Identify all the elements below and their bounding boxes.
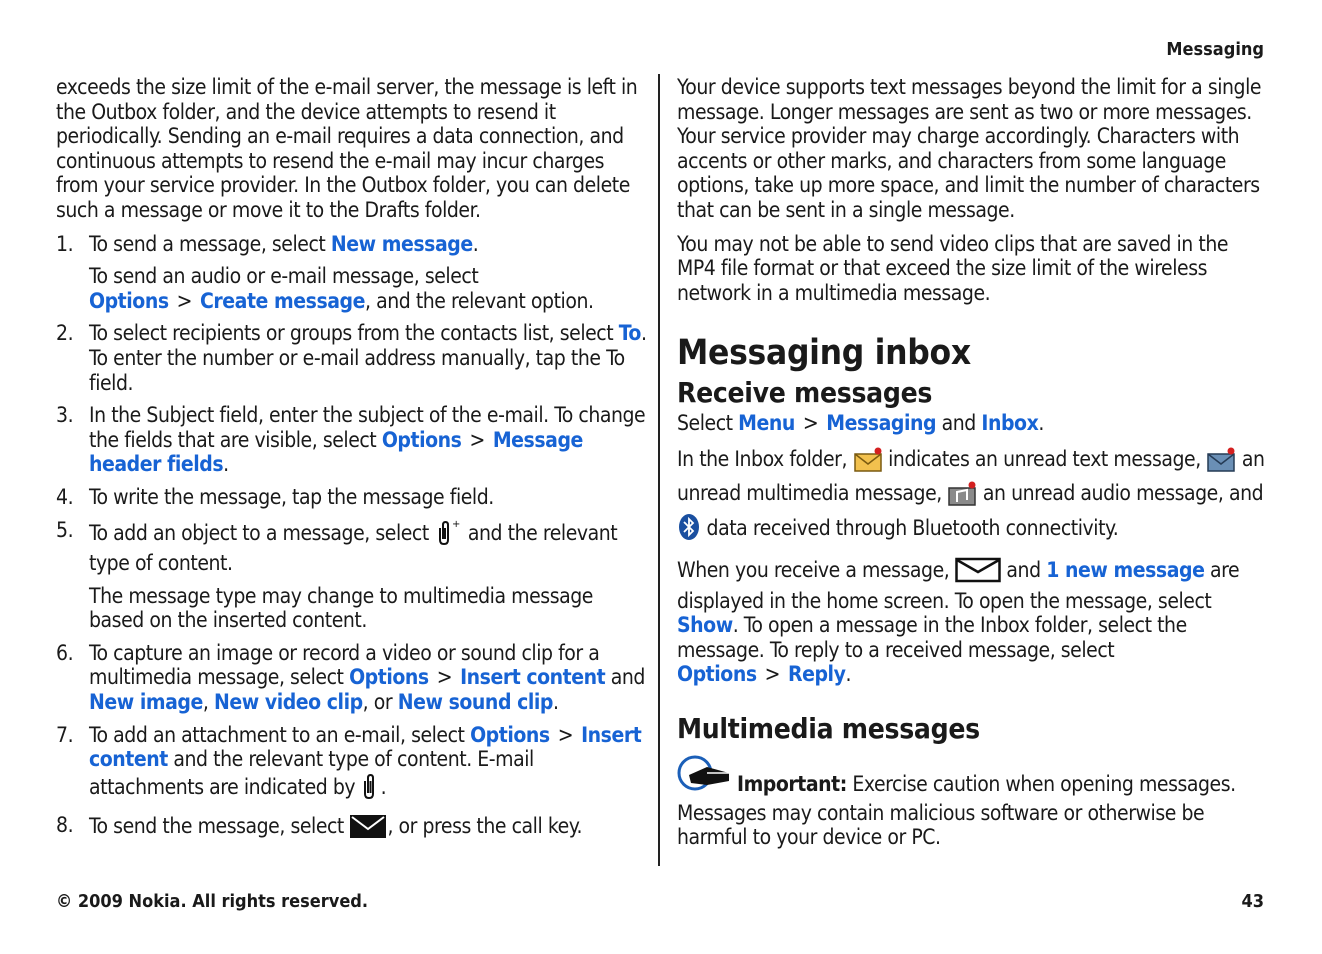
options-link[interactable]: Options	[381, 427, 462, 452]
heading-messaging-inbox: Messaging inbox	[677, 333, 971, 374]
new-message-envelope-icon	[955, 557, 1001, 589]
column-divider	[658, 74, 660, 866]
new-message-link[interactable]: New message	[330, 231, 473, 256]
steps-list	[56, 232, 648, 845]
inbox-icons-paragraph: In the Inbox folder, indicates an unread text message, an unread multimedia message, an unread audio message, and data received through Bluetooth connectivity.	[677, 445, 1269, 548]
step-number: 3.	[56, 403, 74, 428]
step-text: To capture an image or record a video or sound clip for a multimedia message, select Options > Insert content and New image, New video clip, or New sound clip.	[89, 640, 645, 715]
paragraph-video-clips: You may not be able to send video clips that are saved in the MP4 file format or that exceed the size limit of the wireless network in a multimedia message.	[677, 231, 1229, 305]
inbox-link[interactable]: Inbox	[981, 411, 1039, 436]
new-message-paragraph: When you receive a message, and 1 new message are displayed in the home screen. To open the message, select Show. To open a message in the Inbox folder, select the message. To reply to a received message, select Options > Reply.	[677, 557, 1240, 687]
create-message-link[interactable]: Create message	[200, 288, 365, 313]
bluetooth-icon	[677, 513, 701, 548]
important-hand-icon	[677, 755, 735, 801]
step-text: To send a message, select New message.	[89, 231, 479, 256]
path-separator: >	[469, 427, 485, 452]
new-sound-clip-link[interactable]: New sound clip	[397, 690, 554, 715]
message-header-fields-link[interactable]: Message header fields	[89, 427, 583, 477]
to-link[interactable]: To	[618, 321, 641, 346]
step-text: To select recipients or groups from the contacts list, select To. To enter the number or e-mail address manually, tap the To field.	[89, 321, 647, 395]
copyright-footer: © 2009 Nokia. All rights reserved.	[56, 891, 369, 912]
important-note: Important: Exercise caution when opening messages. Messages may contain malicious software or otherwise be harmful to your device or PC.	[677, 753, 1269, 850]
right-column	[677, 75, 1269, 859]
select-inbox-paragraph: Select Menu > Messaging and Inbox.	[677, 411, 1044, 436]
heading-receive-messages: Receive messages	[677, 376, 933, 410]
step-subtext: The message type may change to multimedia message based on the inserted content.	[89, 583, 593, 633]
step-number: 7.	[56, 722, 74, 747]
step-number: 6.	[56, 640, 74, 665]
step-6	[56, 641, 648, 715]
step-3	[56, 403, 648, 477]
step-number: 8.	[56, 813, 74, 838]
path-separator: >	[764, 662, 781, 687]
paperclip-icon	[361, 772, 381, 806]
step-number: 1.	[56, 231, 74, 256]
unread-multimedia-icon	[1206, 446, 1236, 479]
messaging-link[interactable]: Messaging	[826, 411, 937, 436]
options-link[interactable]: Options	[349, 665, 429, 690]
step-text: To add an object to a message, select + and the relevant type of content.	[89, 518, 618, 576]
step-8	[56, 813, 648, 845]
insert-content-link[interactable]: Insert content	[460, 665, 606, 690]
step-4	[56, 485, 648, 510]
attach-plus-icon	[434, 518, 462, 552]
unread-audio-icon	[947, 480, 977, 513]
step-text: To write the message, tap the message field.	[89, 484, 494, 509]
intro-paragraph: exceeds the size limit of the e-mail server, the message is left in the Outbox folder, and the device attempts to resend it periodically. Sending an e-mail requires a data connection, and continuous attempts to resend the e-mail may incur charges from your service provider. In the Outbox folder, you can delete such a message or move it to the Drafts folder.	[56, 75, 638, 222]
left-column	[56, 75, 648, 853]
step-subtext: To send an audio or e-mail message, select Options > Create message, and the relevant option.	[89, 264, 594, 313]
insert-content-link[interactable]: Insert content	[89, 722, 642, 772]
path-separator: >	[557, 722, 574, 747]
send-envelope-icon	[349, 813, 387, 845]
step-7	[56, 723, 648, 806]
new-image-link[interactable]: New image	[89, 690, 203, 715]
unread-text-icon	[853, 446, 883, 479]
paragraph-long-messages: Your device supports text messages beyond the limit for a single message. Longer messages are sent as two or more messages. Your service provider may charge accordingly. Characters with accents or other marks, and characters from some language options, take up more space, and limit the number of characters that can be sent in a single message.	[677, 75, 1262, 222]
step-text: To add an attachment to an e-mail, select Options > Insert content and the relevant type of content. E-mail attachments are indicated by .	[89, 723, 648, 806]
menu-link[interactable]: Menu	[738, 411, 795, 436]
svg-text:+: +	[452, 518, 461, 530]
section-header: Messaging	[1166, 39, 1264, 60]
step-text: In the Subject field, enter the subject of the e-mail. To change the fields that are visible, select Options > Message header fields.	[89, 403, 646, 477]
new-video-clip-link[interactable]: New video clip	[213, 690, 363, 715]
important-label: Important:	[737, 771, 847, 796]
new-message-count-link[interactable]: 1 new message	[1046, 557, 1205, 582]
options-link[interactable]: Options	[470, 722, 550, 747]
step-number: 5.	[56, 517, 74, 542]
step-text: To send the message, select , or press the call key.	[89, 813, 648, 845]
path-separator: >	[176, 288, 193, 313]
path-separator: >	[436, 665, 453, 690]
options-link[interactable]: Options	[89, 288, 169, 313]
step-5	[56, 518, 648, 633]
reply-link[interactable]: Reply	[788, 662, 846, 687]
page-number: 43	[1241, 891, 1264, 912]
options-link[interactable]: Options	[677, 662, 757, 687]
path-separator: >	[802, 411, 819, 436]
heading-multimedia-messages: Multimedia messages	[677, 711, 980, 745]
step-number: 4.	[56, 484, 74, 509]
show-link[interactable]: Show	[677, 613, 733, 638]
step-1	[56, 232, 648, 314]
step-2	[56, 321, 648, 395]
step-number: 2.	[56, 321, 74, 346]
